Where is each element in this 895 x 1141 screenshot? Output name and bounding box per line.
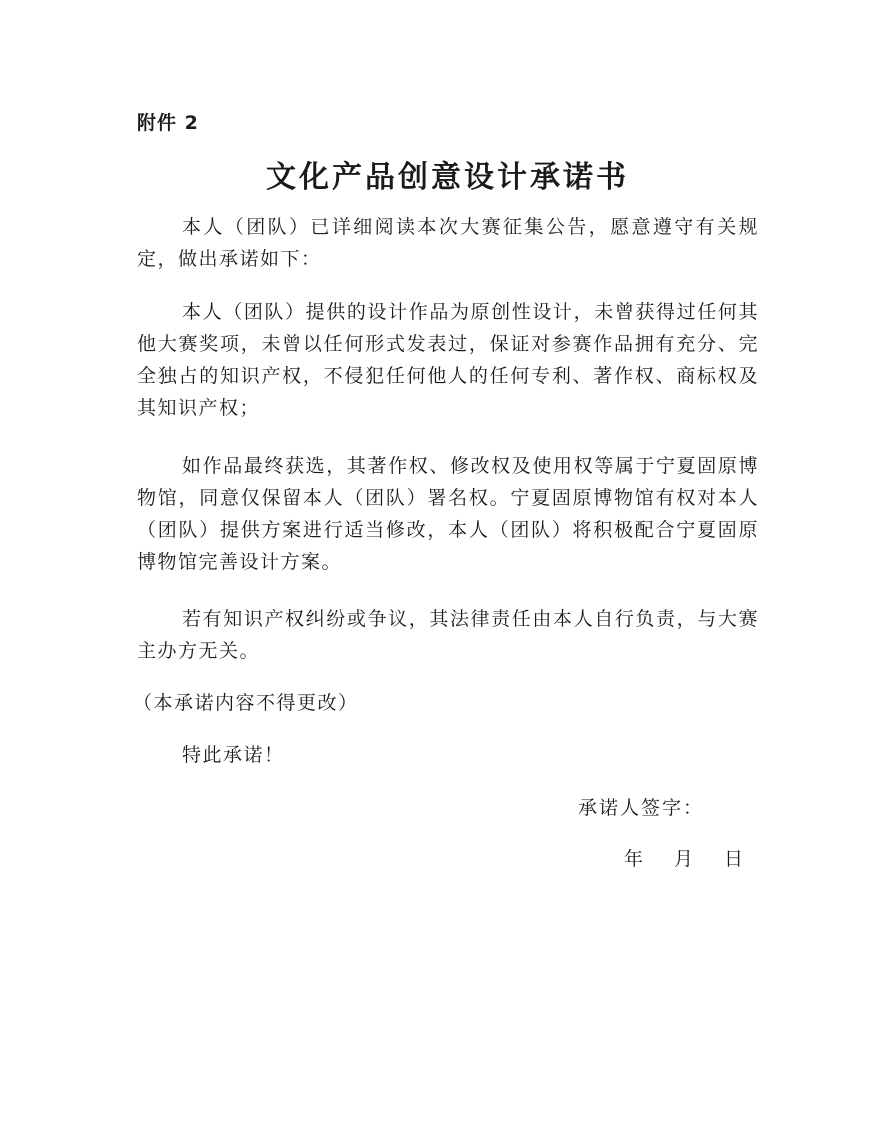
paragraph-originality: 本人（团队）提供的设计作品为原创性设计，未曾获得过任何其他大赛奖项，未曾以任何形式发表过，保证对参赛作品拥有充分、完全独占的知识产权，不侵犯任何他人的任何专利、著作权、商标权及其知识产权；	[137, 301, 759, 419]
date-day-label: 日	[724, 848, 744, 870]
date-line	[624, 844, 743, 871]
attachment-label: 附件 2	[137, 112, 199, 134]
document-title: 文化产品创意设计承诺书	[266, 160, 629, 195]
date-year-label: 年	[624, 848, 644, 870]
hereby-statement: 特此承诺！	[182, 744, 285, 766]
unchangeable-note: （本承诺内容不得更改）	[133, 692, 359, 714]
paragraph-rights: 如作品最终获选，其著作权、修改权及使用权等属于宁夏固原博物馆，同意仅保留本人（团队）署名权。宁夏固原博物馆有权对本人（团队）提供方案进行适当修改，本人（团队）将积极配合宁夏固原博物馆完善设计方案。	[137, 455, 759, 573]
signature-label: 承诺人签字：	[578, 797, 705, 819]
paragraph-intro: 本人（团队）已详细阅读本次大赛征集公告，愿意遵守有关规定，做出承诺如下：	[137, 216, 759, 270]
paragraph-liability: 若有知识产权纠纷或争议，其法律责任由本人自行负责，与大赛主办方无关。	[137, 608, 759, 662]
date-month-label: 月	[674, 848, 694, 870]
